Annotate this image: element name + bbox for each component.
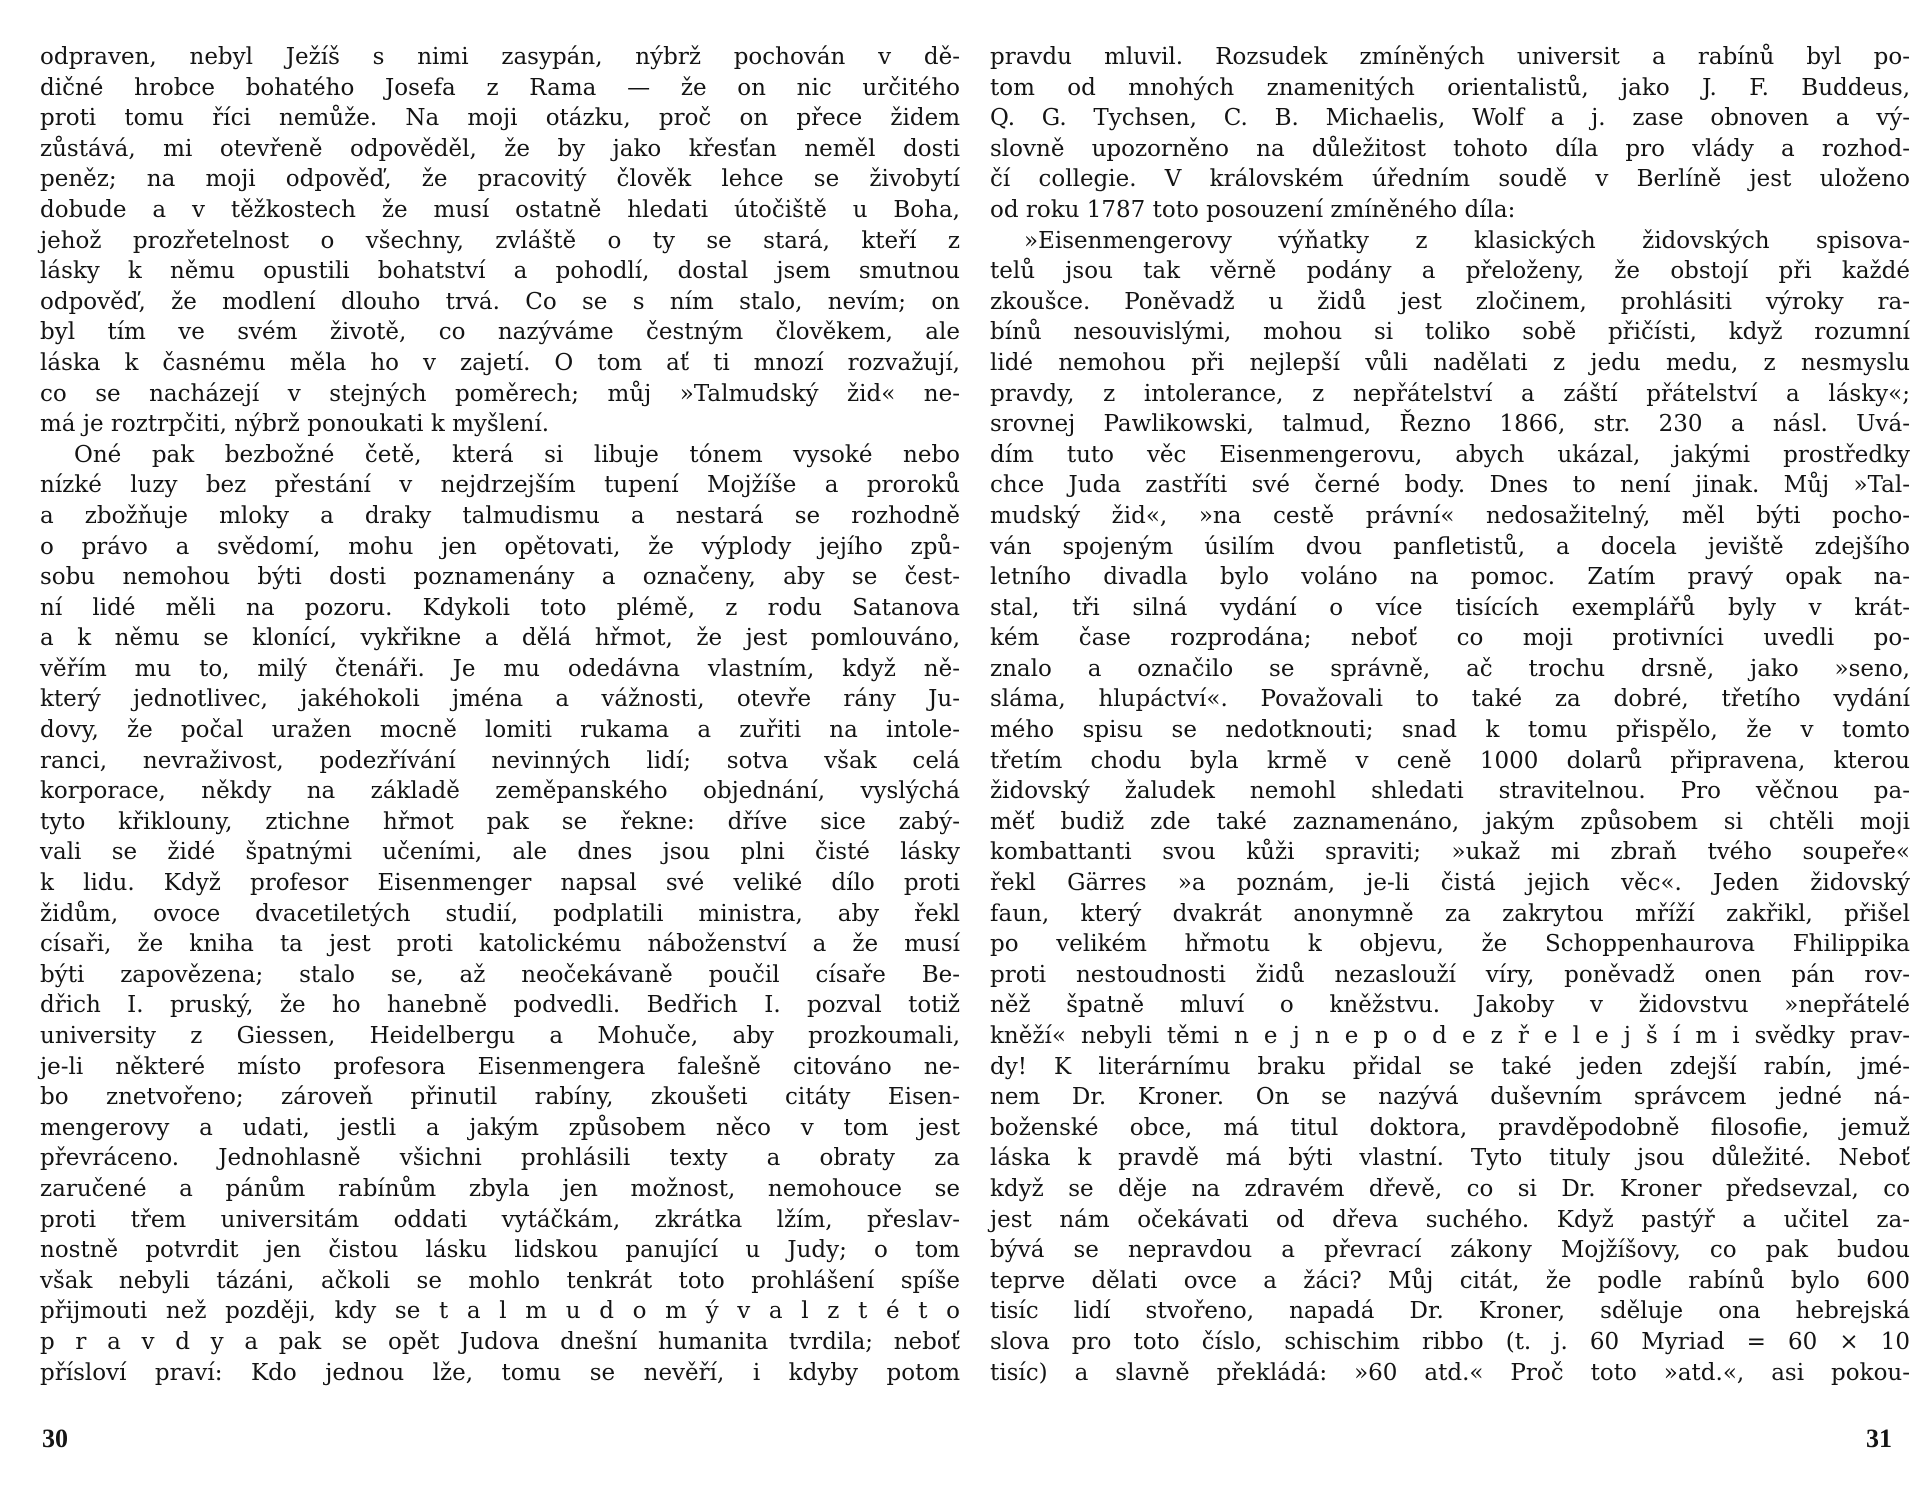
text-line: láska k časnému měla ho v zajetí. O tom ať ti mnozí rozvažují,	[40, 349, 960, 376]
text-line: kněží« nebyli těmi n e j n e p o d e z ř e l e j š í m i svědky prav-	[990, 1023, 1910, 1049]
text-line: třetím chodu byla krmě v ceně 1000 dolarů připravena, kterou	[990, 747, 1910, 774]
text-line: k lidu. Když profesor Eisenmenger napsal své veliké dílo proti	[40, 870, 960, 897]
text-line: university z Giessen, Heidelbergu a Mohuče, aby prozkoumali,	[40, 1023, 960, 1049]
text-line: stal, tři silná vydání o více tisících exemplářů byly v krát-	[990, 594, 1910, 621]
text-line: dovy, že počal uražen mocně lomiti rukama a zuřiti na intole-	[40, 717, 960, 744]
text-line: věřím mu to, milý čtenáři. Je mu odedávna vlastním, když ně-	[40, 655, 960, 682]
text-line: však nebyli tázáni, ačkoli se mohlo tenkrát toto prohlášení spíše	[40, 1267, 960, 1294]
text-line: odpověď, že modlení dlouho trvá. Co se s ním stalo, nevím; on	[40, 288, 960, 315]
text-line: faun, který dvakrát anonymně za zakrytou mříží zakřikl, přišel	[990, 900, 1910, 927]
text-line: korporace, někdy na základě zeměpanského objednání, vyslýchá	[40, 778, 960, 805]
text-line: proti nestoudnosti židů nezaslouží víry, poněvadž onen pán rov-	[990, 961, 1910, 988]
text-line: odpraven, nebyl Ježíš s nimi zasypán, nýbrž pochován v dě-	[40, 44, 960, 70]
text-line: od roku 1787 toto posouzení zmíněného díla:	[990, 196, 1516, 223]
text-line: sobu nemohou býti dosti poznamenány a označeny, aby se čest-	[40, 564, 960, 591]
text-line: dičné hrobce bohatého Josefa z Rama — že on nic určitého	[40, 74, 960, 101]
text-line: přísloví praví: Kdo jednou lže, tomu se nevěří, i kdyby potom	[40, 1359, 960, 1386]
text-line: nem Dr. Kroner. On se nazývá duševním správcem jedné ná-	[990, 1084, 1910, 1111]
text-line: mého spisu se nedotknouti; snad k tomu přispělo, že v tomto	[990, 717, 1910, 744]
text-line: proti tomu říci nemůže. Na moji otázku, proč on přece židem	[40, 105, 960, 132]
text-line: »Eisenmengerovy výňatky z klasických židovských spisova-	[1024, 227, 1910, 254]
text-line: byl tím ve svém životě, co nazýváme čestným člověkem, ale	[40, 319, 960, 346]
text-line: nostně potvrdit jen čistou lásku lidskou panující u Judy; o tom	[40, 1237, 960, 1264]
text-line: je-li některé místo profesora Eisenmengera falešně citováno ne-	[40, 1053, 960, 1080]
text-line: zaručené a pánům rabínům zbyla jen možnost, nemohouce se	[40, 1175, 960, 1202]
text-line: tisíc) a slavně překládá: »60 atd.« Proč toto »atd.«, asi pokou-	[990, 1359, 1910, 1386]
text-line: a k němu se klonící, vykřikne a dělá hřmot, že jest pomlouváno,	[40, 625, 960, 652]
text-line: který jednotlivec, jakéhokoli jména a vážnosti, otevře rány Ju-	[40, 686, 960, 713]
text-line: má je roztrpčiti, nýbrž ponoukati k myšlení.	[40, 411, 550, 438]
text-line: bo znetvořeno; zároveň přinutil rabíny, zkoušeti citáty Eisen-	[40, 1084, 960, 1111]
text-line: letního divadla bylo voláno na pomoc. Zatím pravý opak na-	[990, 564, 1910, 591]
text-line: jehož prozřetelnost o všechny, zvláště o ty se stará, kteří z	[40, 227, 960, 254]
text-line: peněz; na moji odpověď, že pracovitý člověk lehce se živobytí	[40, 166, 960, 193]
text-line: ranci, nevraživost, podezřívání nevinných lidí; sotva však celá	[40, 747, 960, 774]
text-line: býti zapovězena; stalo se, až neočekávaně poučil císaře Be-	[40, 961, 960, 988]
left-page-text	[40, 42, 960, 1388]
right-page-number: 31	[1866, 1424, 1892, 1453]
text-line: dím tuto věc Eisenmengerovu, abych ukázal, jakými prostředky	[990, 441, 1910, 468]
text-line: jest nám očekávati od dřeva suchého. Když pastýř a učitel za-	[990, 1206, 1910, 1233]
text-line: převráceno. Jednohlasně všichni prohlásili texty a obraty za	[40, 1145, 960, 1172]
text-line: srovnej Pawlikowski, talmud, Řezno 1866, str. 230 a násl. Uvá-	[990, 411, 1910, 438]
text-line: slovně upozorněno na důležitost tohoto díla pro vlády a rozhod-	[990, 135, 1910, 162]
text-line: dobude a v těžkostech že musí ostatně hledati útočiště u Boha,	[40, 196, 960, 223]
text-line: a zbožňuje mloky a draky talmudismu a nestará se rozhodně	[40, 502, 960, 529]
text-line: císaři, že kniha ta jest proti katolickému náboženství a že musí	[40, 931, 960, 958]
text-line: bínů nesouvislými, mohou si toliko sobě přičísti, když rozumní	[990, 319, 1910, 346]
text-line: chce Juda zastříti své černé body. Dnes to není jinak. Můj »Tal-	[990, 472, 1910, 499]
text-line: pravdy, z intolerance, z nepřátelství a záští přátelství a lásky«;	[990, 380, 1910, 407]
text-line: pravdu mluvil. Rozsudek zmíněných universit a rabínů byl po-	[990, 44, 1910, 70]
text-line: ván spojeným úsilím dvou panfletistů, a docela jeviště zdejšího	[990, 533, 1910, 560]
text-line: židům, ovoce dvacetiletých studií, podplatili ministra, aby řekl	[40, 900, 960, 927]
text-line: přijmouti než později, kdy se t a l m u d o m ý v a l z t é t o	[40, 1298, 960, 1325]
text-line: lásky k němu opustili bohatství a pohodlí, dostal jsem smutnou	[40, 258, 960, 285]
text-line: o právo a svědomí, mohu jen opětovati, že výplody jejího způ-	[40, 533, 960, 560]
text-line: znalo a označilo se správně, ač trochu drsně, jako »seno,	[990, 655, 1910, 682]
text-line: lidé nemohou při nejlepší vůli nadělati z jedu medu, z nesmyslu	[990, 349, 1910, 376]
text-line: slova pro toto číslo, schischim ribbo (t. j. 60 Myriad = 60 × 10	[990, 1328, 1910, 1355]
text-line: vali se židé špatnými učeními, ale dnes jsou plni čisté lásky	[40, 839, 960, 866]
text-line: boženské obce, má titul doktora, pravděpodobně filosofie, jemuž	[990, 1114, 1910, 1141]
left-page-number: 30	[42, 1424, 68, 1453]
text-line: co se nacházejí v stejných poměrech; můj »Talmudský žid« ne-	[40, 380, 960, 407]
text-line: bývá se nepravdou a převrací zákony Mojžíšovy, co pak budou	[990, 1237, 1910, 1264]
text-line: po velikém hřmotu k objevu, že Schoppenhaurova Fhilippika	[990, 931, 1910, 958]
text-line: telů jsou tak věrně podány a přeloženy, že obstojí při každé	[990, 258, 1910, 285]
text-line: ní lidé měli na pozoru. Kdykoli toto plémě, z rodu Satanova	[40, 594, 960, 621]
text-line: zůstává, mi otevřeně odpověděl, že by jako křesťan neměl dosti	[40, 135, 960, 162]
text-line: dřich I. pruský, že ho hanebně podvedli. Bedřich I. pozval totiž	[40, 992, 960, 1019]
text-line: láska k pravdě má býti vlastní. Tyto tituly jsou důležité. Neboť	[990, 1145, 1910, 1172]
text-line: něž špatně mluví o kněžstvu. Jakoby v židovstvu »nepřátelé	[990, 992, 1910, 1019]
text-line: když se děje na zdravém dřevě, co si Dr. Kroner předsevzal, co	[990, 1175, 1910, 1202]
text-line: řekl Gärres »a poznám, je-li čistá jejich věc«. Jeden židovský	[990, 870, 1910, 897]
text-line: sláma, hlupáctví«. Považovali to také za dobré, třetího vydání	[990, 686, 1910, 713]
text-line: židovský žaludek nemohl shledati stravitelnou. Pro věčnou pa-	[990, 778, 1910, 805]
text-line: tisíc lidí stvořeno, napadá Dr. Kroner, sděluje ona hebrejská	[990, 1298, 1910, 1325]
text-line: Q. G. Tychsen, C. B. Michaelis, Wolf a j. zase obnoven a vý-	[990, 105, 1910, 132]
text-line: Oné pak bezbožné četě, která si libuje tónem vysoké nebo	[74, 441, 960, 468]
text-line: nízké luzy bez přestání v nejdrzejším tupení Mojžíše a proroků	[40, 472, 960, 499]
text-line: p r a v d y a pak se opět Judova dnešní humanita tvrdila; neboť	[40, 1328, 960, 1355]
left-page	[40, 42, 960, 1388]
text-line: mengerovy a udati, jestli a jakým způsobem něco v tom jest	[40, 1114, 960, 1141]
text-line: zkoušce. Poněvadž u židů jest zločinem, prohlásiti výroky ra-	[990, 288, 1910, 315]
text-line: kém čase rozprodána; neboť co moji protivníci uvedli po-	[990, 625, 1910, 652]
text-line: tyto křiklouny, ztichne hřmot pak se řekne: dříve sice zabý-	[40, 808, 960, 835]
text-line: mudský žid«, »na cestě právní« nedosažitelný, měl býti pocho-	[990, 502, 1910, 529]
right-page	[990, 42, 1910, 1388]
text-line: teprve dělati ovce a žáci? Můj citát, že podle rabínů bylo 600	[990, 1267, 1910, 1294]
text-line: kombattanti svou kůži spraviti; »ukaž mi zbraň tvého soupeře«	[990, 839, 1910, 866]
text-line: tom od mnohých znamenitých orientalistů, jako J. F. Buddeus,	[990, 74, 1910, 101]
text-line: dy! K literárnímu braku přidal se také jeden zdejší rabín, jmé-	[990, 1053, 1910, 1080]
right-page-text	[990, 42, 1910, 1388]
text-line: proti třem universitám oddati vytáčkám, zkrátka lžím, přeslav-	[40, 1206, 960, 1233]
text-line: měť budiž zde také zaznamenáno, jakým způsobem si chtěli moji	[990, 808, 1910, 835]
text-line: čí collegie. V královském úředním soudě v Berlíně jest uloženo	[990, 166, 1910, 193]
